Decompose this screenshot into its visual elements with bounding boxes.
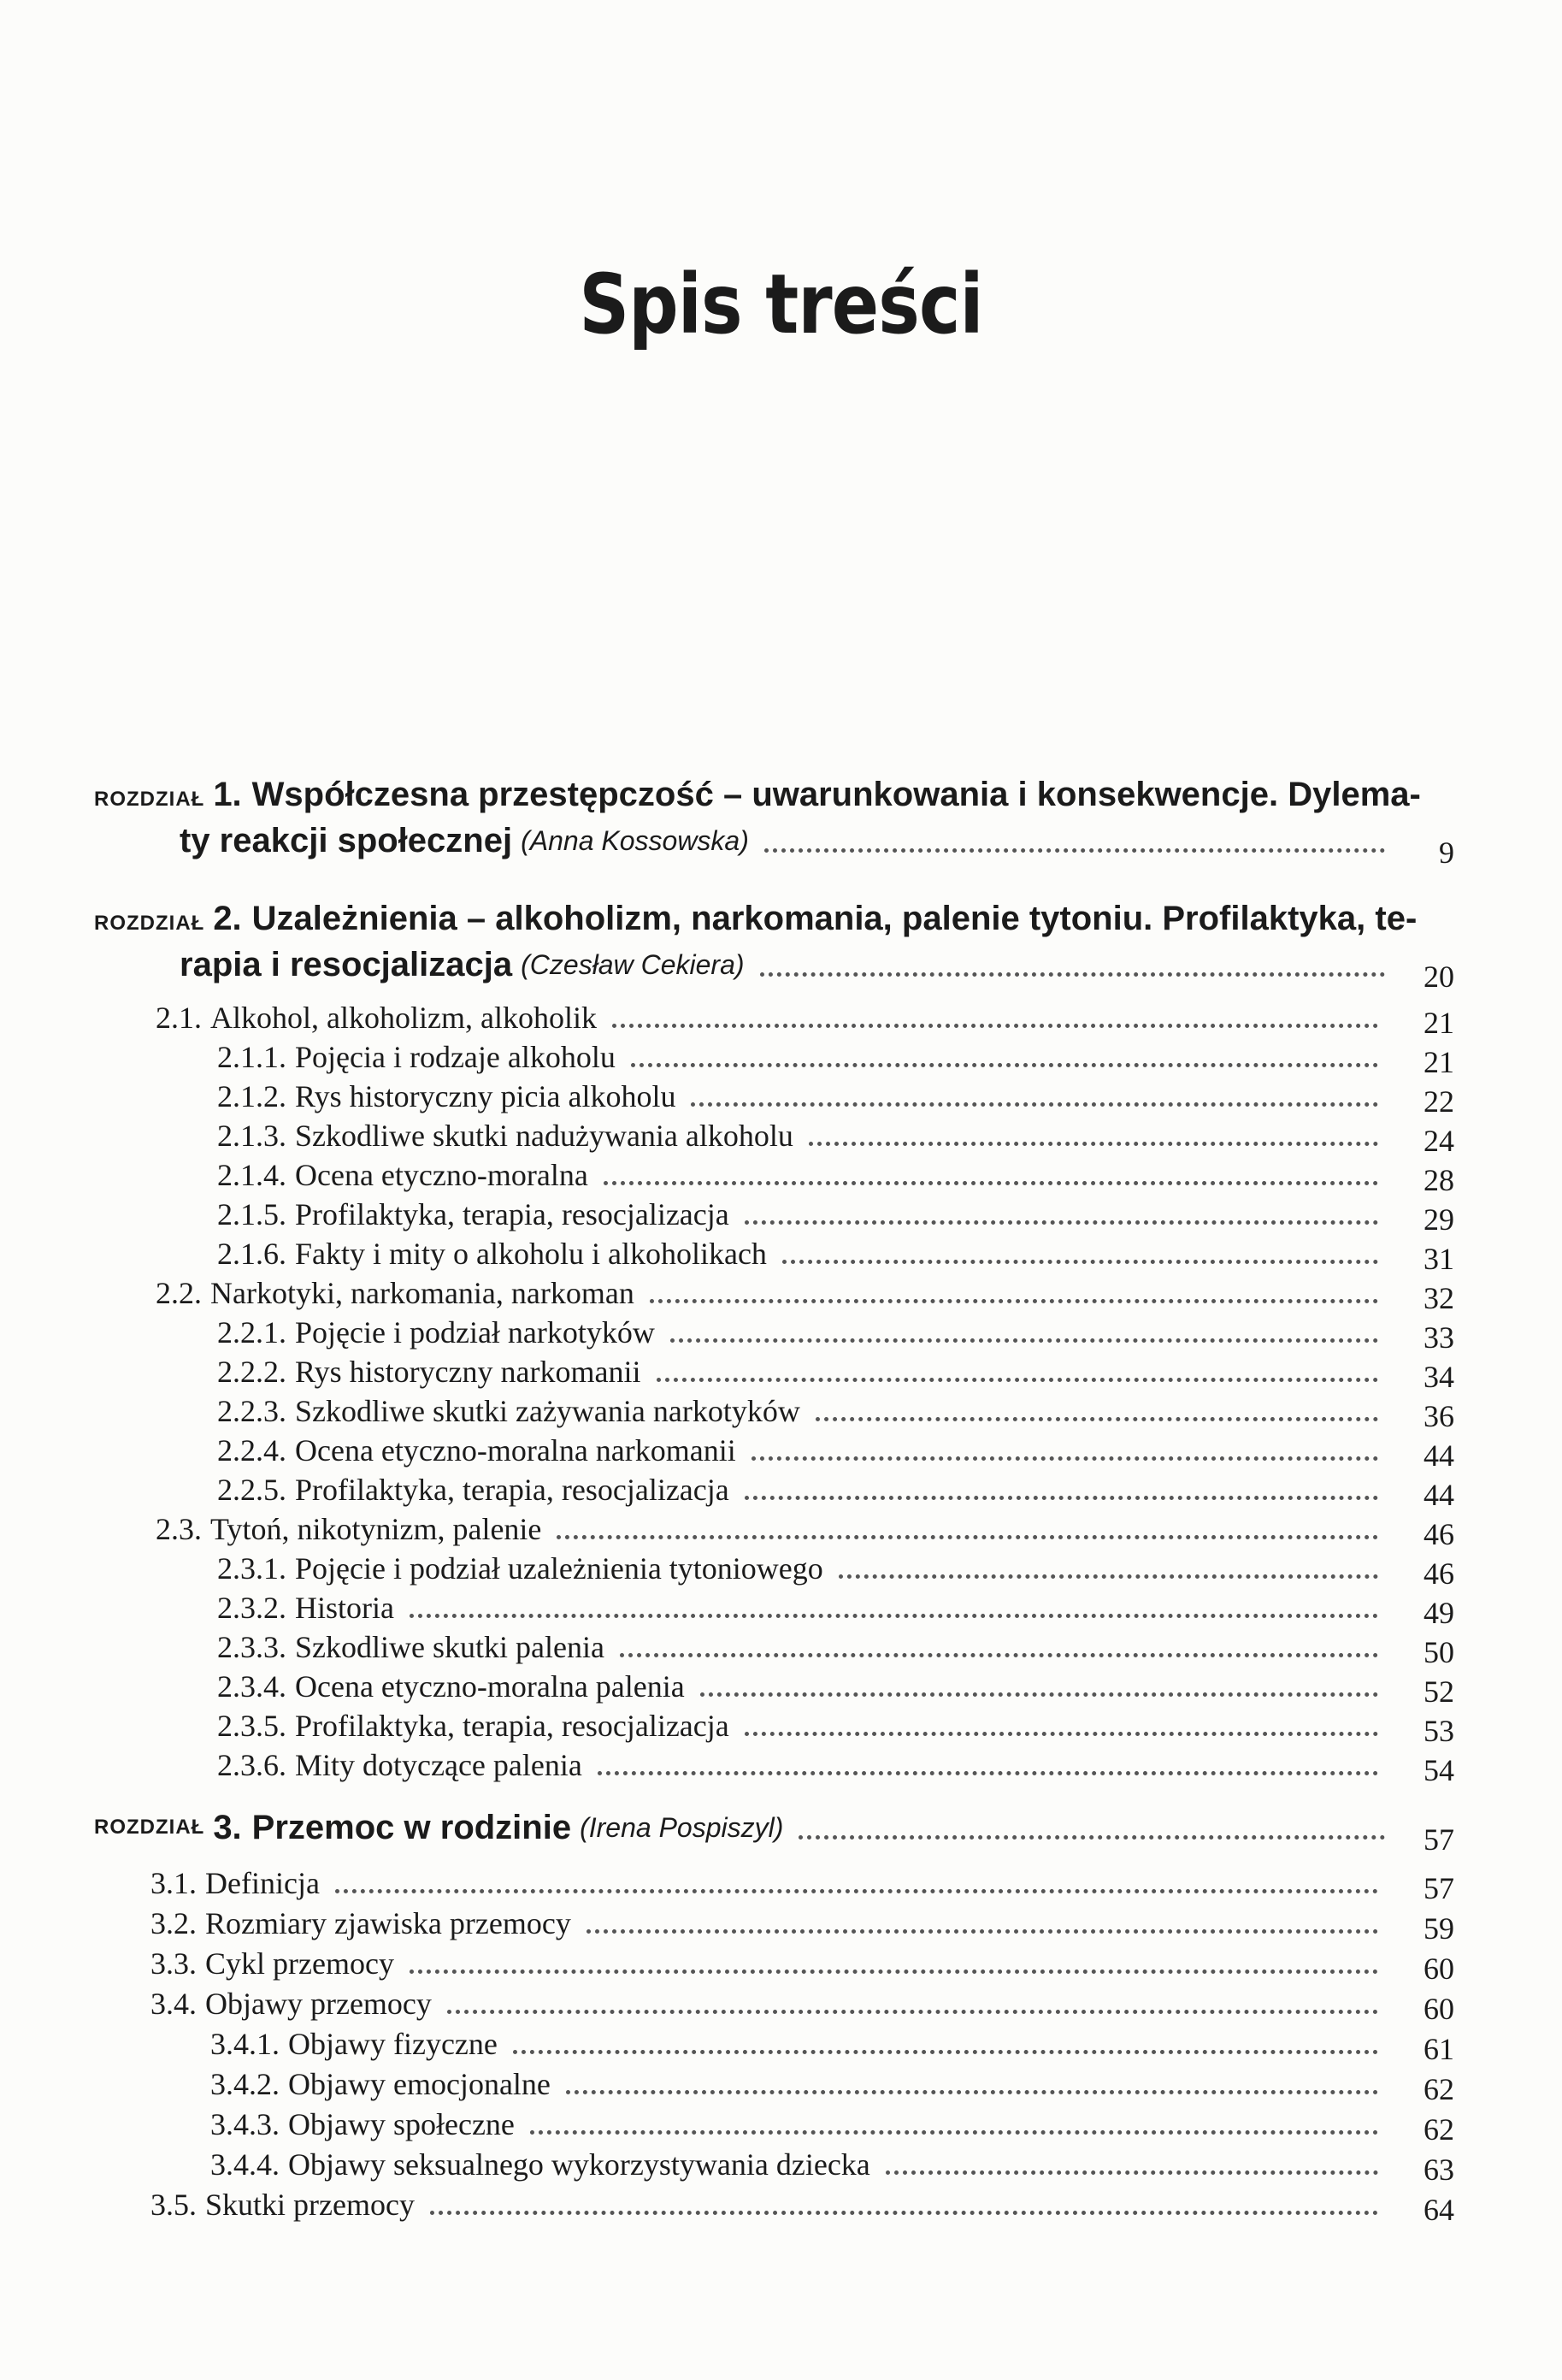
entry-number: 3.4.3. — [210, 2107, 280, 2141]
entry-title: Profilaktyka, terapia, resocjalizacja — [295, 1709, 729, 1743]
dot-leader — [760, 972, 1385, 977]
page-number: 62 — [1423, 2112, 1454, 2147]
page-number: 60 — [1423, 1952, 1454, 1986]
toc-entry[interactable] — [217, 1628, 1454, 1669]
page-number: 46 — [1423, 1517, 1454, 1551]
chapter-prefix: ROZDZIAŁ — [94, 1816, 205, 1839]
toc-entry[interactable] — [217, 1117, 1454, 1158]
entry-title: Pojęcie i podział narkotyków — [295, 1315, 655, 1349]
entry-number: 2.3.3. — [217, 1630, 286, 1664]
entry-title: Objawy emocjonalne — [288, 2067, 551, 2101]
toc-entry[interactable] — [217, 1668, 1454, 1709]
chapter-1-heading[interactable] — [94, 774, 1454, 870]
dot-leader — [410, 1614, 1378, 1618]
toc-entry[interactable] — [210, 2146, 1454, 2187]
toc-entry[interactable] — [217, 1038, 1454, 1079]
toc-entry[interactable] — [217, 1353, 1454, 1394]
toc-entry[interactable] — [156, 1510, 1454, 1551]
entry-title: Objawy przemocy — [205, 1987, 432, 2021]
dot-leader — [745, 1220, 1378, 1225]
dot-leader — [745, 1732, 1378, 1736]
page-number: 36 — [1423, 1399, 1454, 1433]
chapter-prefix: ROZDZIAŁ — [94, 788, 205, 811]
page-number: 29 — [1423, 1202, 1454, 1237]
toc-entry[interactable] — [217, 1707, 1454, 1748]
chapter-title-line1: Uzależnienia – alkoholizm, narkomania, palenie tytoniu. Profilaktyka, te- — [251, 900, 1418, 937]
page-number: 57 — [1423, 1871, 1454, 1905]
toc-entry[interactable] — [156, 1274, 1454, 1315]
page-number: 49 — [1423, 1596, 1454, 1630]
dot-leader — [691, 1102, 1378, 1107]
toc-entry[interactable] — [210, 2065, 1454, 2106]
dot-leader — [752, 1456, 1378, 1461]
toc-entry[interactable] — [217, 1196, 1454, 1237]
entry-number: 3.5. — [150, 2188, 197, 2222]
page-number: 53 — [1423, 1714, 1454, 1748]
dot-leader — [620, 1653, 1378, 1657]
toc-entry[interactable] — [150, 1945, 1454, 1986]
entry-title: Rozmiary zjawiska przemocy — [205, 1906, 571, 1940]
page-number: 28 — [1423, 1163, 1454, 1197]
toc-entry[interactable] — [217, 1432, 1454, 1473]
page-number: 50 — [1423, 1635, 1454, 1669]
entry-number: 2.3.2. — [217, 1591, 286, 1625]
page-number: 60 — [1423, 1992, 1454, 2026]
entry-title: Profilaktyka, terapia, resocjalizacja — [295, 1473, 729, 1507]
page-number: 34 — [1423, 1360, 1454, 1394]
entry-number: 2.1.2. — [217, 1079, 286, 1113]
toc-entry[interactable] — [217, 1235, 1454, 1276]
entry-title: Szkodliwe skutki zażywania narkotyków — [295, 1394, 800, 1428]
toc-entry[interactable] — [217, 1550, 1454, 1591]
toc-entry[interactable] — [156, 999, 1454, 1040]
dot-leader — [764, 848, 1385, 853]
dot-leader — [586, 1929, 1378, 1934]
chapter-title: Przemoc w rodzinie — [251, 1809, 572, 1846]
chapter-number: 1. — [213, 776, 242, 813]
chapter-number: 3. — [213, 1809, 242, 1846]
entry-number: 2.2.5. — [217, 1473, 286, 1507]
entry-number: 2.3.6. — [217, 1748, 286, 1782]
entry-number: 3.4.4. — [210, 2147, 280, 2182]
dot-leader — [513, 2050, 1378, 2054]
entry-title: Mity dotyczące palenia — [295, 1748, 582, 1782]
dot-leader — [530, 2130, 1378, 2135]
dot-leader — [410, 1970, 1378, 1974]
page-number: 57 — [1423, 1822, 1454, 1857]
toc-entry[interactable] — [217, 1746, 1454, 1787]
entry-title: Historia — [295, 1591, 394, 1625]
entry-title: Tytoń, nikotynizm, palenie — [210, 1512, 542, 1546]
dot-leader — [566, 2090, 1378, 2094]
page-number: 33 — [1423, 1320, 1454, 1355]
chapter-number: 2. — [213, 900, 242, 937]
page-number: 52 — [1423, 1674, 1454, 1709]
page-number: 22 — [1423, 1084, 1454, 1119]
entry-title: Ocena etyczno-moralna — [295, 1158, 588, 1192]
entry-title: Objawy fizyczne — [288, 2027, 498, 2061]
entry-number: 2.1.6. — [217, 1237, 286, 1271]
chapter-title-line2: ty reakcji społecznej — [180, 822, 513, 859]
chapter-author: (Czesław Cekiera) — [521, 949, 745, 980]
dot-leader — [557, 1535, 1378, 1539]
dot-leader — [650, 1299, 1378, 1303]
entry-title: Ocena etyczno-moralna narkomanii — [295, 1433, 736, 1468]
page-number: 62 — [1423, 2072, 1454, 2106]
dot-leader — [335, 1889, 1378, 1893]
page-number: 31 — [1423, 1242, 1454, 1276]
page-number: 46 — [1423, 1556, 1454, 1591]
page-title: Spis treści — [579, 257, 983, 352]
dot-leader — [700, 1692, 1378, 1697]
toc-entry[interactable] — [217, 1471, 1454, 1512]
toc-entry[interactable] — [217, 1078, 1454, 1119]
entry-title: Skutki przemocy — [205, 2188, 415, 2222]
dot-leader — [598, 1771, 1378, 1775]
page-number: 59 — [1423, 1911, 1454, 1946]
dot-leader — [745, 1496, 1378, 1500]
toc-entry[interactable] — [150, 1864, 1454, 1905]
entry-title: Pojęcia i rodzaje alkoholu — [295, 1040, 616, 1074]
entry-number: 2.3.1. — [217, 1551, 286, 1586]
page-number: 64 — [1423, 2193, 1454, 2227]
toc-entry[interactable] — [217, 1156, 1454, 1197]
entry-number: 2.1.5. — [217, 1197, 286, 1231]
entry-title: Fakty i mity o alkoholu i alkoholikach — [295, 1237, 767, 1271]
chapter-2-heading[interactable] — [94, 898, 1454, 994]
entry-number: 3.3. — [150, 1946, 197, 1981]
dot-leader — [631, 1063, 1378, 1067]
page-number: 44 — [1423, 1438, 1454, 1473]
entry-number: 2.1.4. — [217, 1158, 286, 1192]
entry-title: Cykl przemocy — [205, 1946, 394, 1981]
page-number: 54 — [1423, 1753, 1454, 1787]
dot-leader — [886, 2170, 1378, 2175]
entry-title: Pojęcie i podział uzależnienia tytoniowego — [295, 1551, 823, 1586]
dot-leader — [430, 2211, 1378, 2215]
entry-number: 2.3.5. — [217, 1709, 286, 1743]
dot-leader — [839, 1574, 1378, 1579]
toc-entry[interactable] — [150, 2186, 1454, 2227]
page-number: 20 — [1423, 960, 1454, 994]
entry-title: Narkotyki, narkomania, narkoman — [210, 1276, 634, 1310]
chapter-prefix: ROZDZIAŁ — [94, 912, 205, 935]
page-number: 21 — [1423, 1045, 1454, 1079]
toc-entry[interactable] — [210, 2105, 1454, 2147]
chapter-title-line1: Współczesna przestępczość – uwarunkowania i konsekwencje. Dylema- — [251, 776, 1421, 813]
entry-number: 2.1.3. — [217, 1119, 286, 1153]
entry-number: 2.2.4. — [217, 1433, 286, 1468]
page-number: 24 — [1423, 1124, 1454, 1158]
dot-leader — [782, 1260, 1378, 1264]
entry-title: Alkohol, alkoholizm, alkoholik — [210, 1001, 597, 1035]
entry-number: 2.3.4. — [217, 1669, 286, 1704]
dot-leader — [670, 1338, 1378, 1343]
toc-entry[interactable] — [150, 1905, 1454, 1946]
toc-entry[interactable] — [150, 1985, 1454, 2026]
entry-title: Definicja — [205, 1866, 320, 1900]
chapter-3-heading[interactable] — [94, 1807, 1454, 1857]
toc-entry[interactable] — [217, 1589, 1454, 1630]
dot-leader — [657, 1378, 1379, 1382]
entry-title: Objawy społeczne — [288, 2107, 515, 2141]
entry-number: 3.2. — [150, 1906, 197, 1940]
entry-number: 2.2.2. — [217, 1355, 286, 1389]
entry-number: 2.1.1. — [217, 1040, 286, 1074]
entry-title: Profilaktyka, terapia, resocjalizacja — [295, 1197, 729, 1231]
entry-number: 3.4.1. — [210, 2027, 280, 2061]
entry-title: Ocena etyczno-moralna palenia — [295, 1669, 685, 1704]
entry-number: 2.2.3. — [217, 1394, 286, 1428]
entry-number: 2.3. — [156, 1512, 202, 1546]
chapter-author: (Irena Pospiszyl) — [580, 1812, 784, 1843]
entry-number: 3.4. — [150, 1987, 197, 2021]
entry-number: 2.2.1. — [217, 1315, 286, 1349]
chapter-author: (Anna Kossowska) — [521, 825, 749, 856]
entry-number: 2.2. — [156, 1276, 202, 1310]
page-number: 61 — [1423, 2032, 1454, 2066]
page-number: 21 — [1423, 1006, 1454, 1040]
entry-title: Rys historyczny picia alkoholu — [295, 1079, 676, 1113]
entry-number: 2.1. — [156, 1001, 202, 1035]
entry-title: Objawy seksualnego wykorzystywania dziecka — [288, 2147, 870, 2182]
toc-entry[interactable] — [210, 2025, 1454, 2066]
dot-leader — [816, 1417, 1378, 1421]
entry-title: Rys historyczny narkomanii — [295, 1355, 641, 1389]
page-number: 63 — [1423, 2153, 1454, 2187]
dot-leader — [799, 1835, 1385, 1840]
dot-leader — [612, 1024, 1378, 1028]
entry-number: 3.4.2. — [210, 2067, 280, 2101]
dot-leader — [604, 1181, 1378, 1185]
page-number: 9 — [1439, 836, 1454, 870]
page-number: 32 — [1423, 1281, 1454, 1315]
toc-entry[interactable] — [217, 1392, 1454, 1433]
entry-title: Szkodliwe skutki nadużywania alkoholu — [295, 1119, 793, 1153]
dot-leader — [447, 2010, 1378, 2014]
chapter-title-line2: rapia i resocjalizacja — [180, 946, 513, 983]
entry-number: 3.1. — [150, 1866, 197, 1900]
toc-entry[interactable] — [217, 1314, 1454, 1355]
page-number: 44 — [1423, 1478, 1454, 1512]
entry-title: Szkodliwe skutki palenia — [295, 1630, 604, 1664]
dot-leader — [809, 1142, 1378, 1146]
